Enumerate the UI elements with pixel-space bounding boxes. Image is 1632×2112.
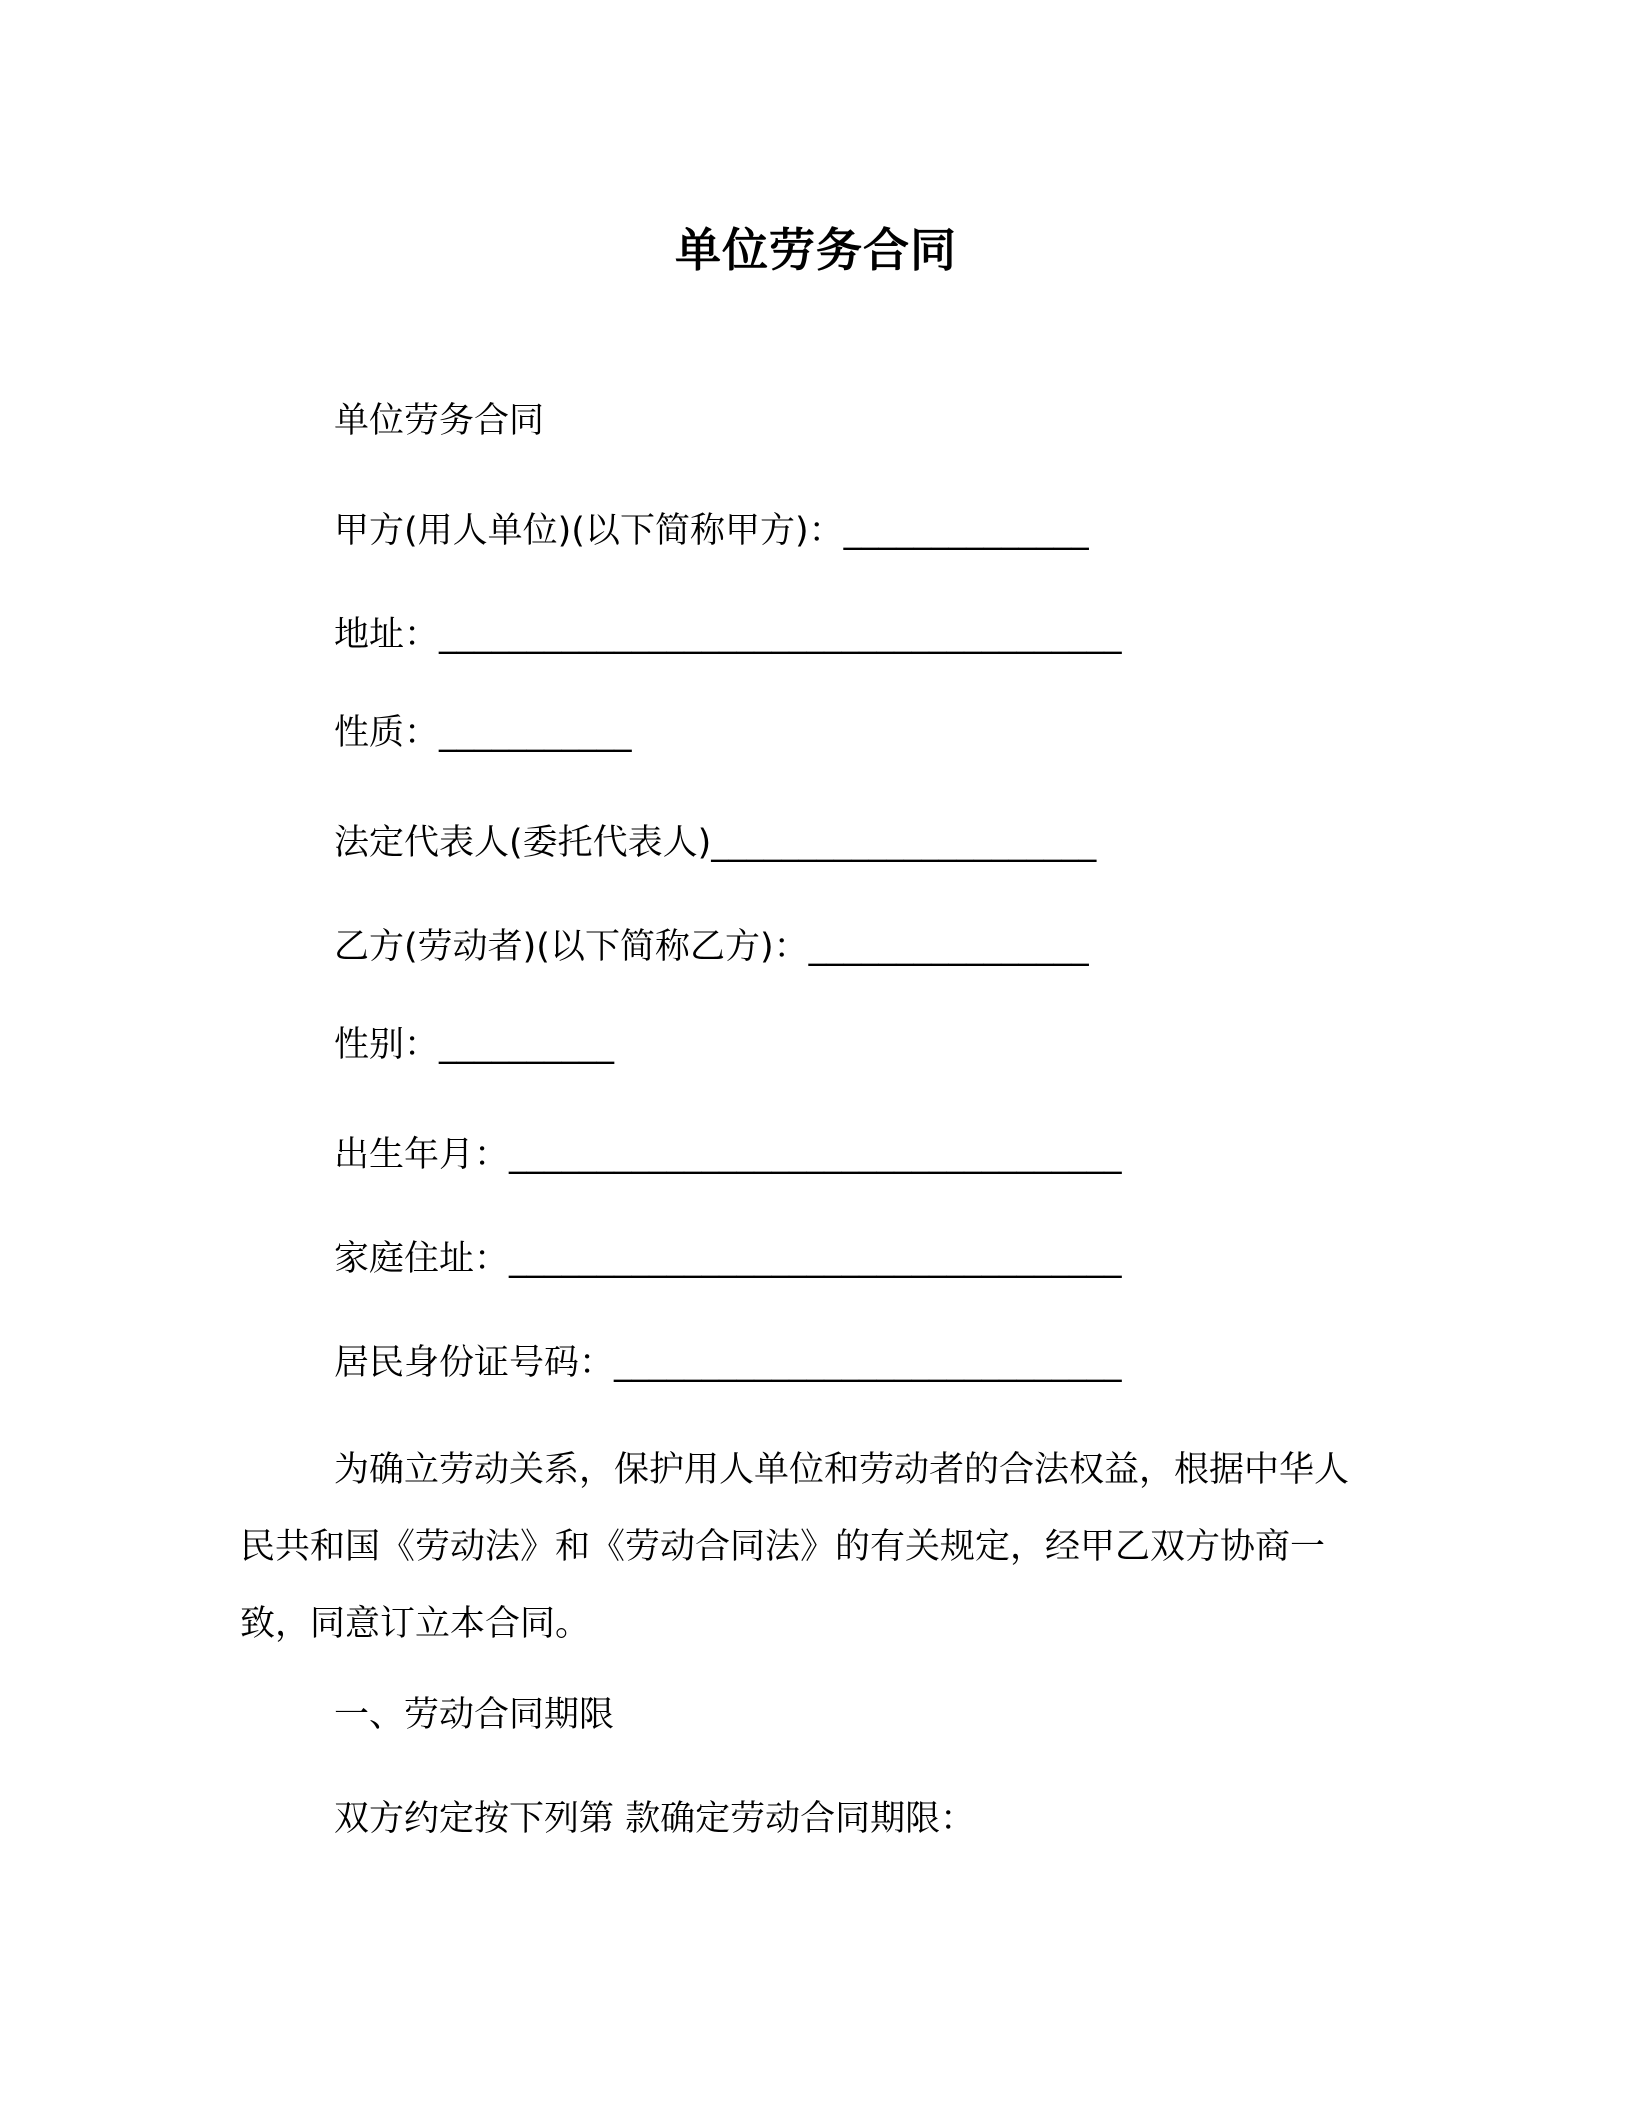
nature-line: 性质：___________ <box>334 713 632 753</box>
preamble-paragraph: 为确立劳动关系，保护用人单位和劳动者的合法权益，根据中华人民共和国《劳动法》和《劳动合同法》的有关规定，经甲乙双方协商一致，同意订立本合同。 <box>240 1450 1350 1644</box>
party-b-line: 乙方(劳动者)(以下简称乙方)：________________ <box>334 927 1089 967</box>
subtitle-line: 单位劳务合同 <box>334 401 545 441</box>
document-title: 单位劳务合同 <box>675 223 957 277</box>
birth-date-line: 出生年月：___________________________________ <box>334 1135 1122 1175</box>
party-a-line: 甲方(用人单位)(以下简称甲方)：______________ <box>334 511 1089 551</box>
gender-line: 性别：__________ <box>334 1025 615 1065</box>
section-heading: 一、劳动合同期限 <box>334 1695 615 1735</box>
id-number-line: 居民身份证号码：_____________________________ <box>334 1343 1122 1383</box>
home-address-line: 家庭住址：___________________________________ <box>334 1239 1122 1279</box>
legal-rep-line: 法定代表人(委托代表人)______________________ <box>334 823 1097 863</box>
section-text: 双方约定按下列第 款确定劳动合同期限： <box>334 1799 976 1839</box>
address-line: 地址：_______________________________________ <box>334 615 1122 655</box>
